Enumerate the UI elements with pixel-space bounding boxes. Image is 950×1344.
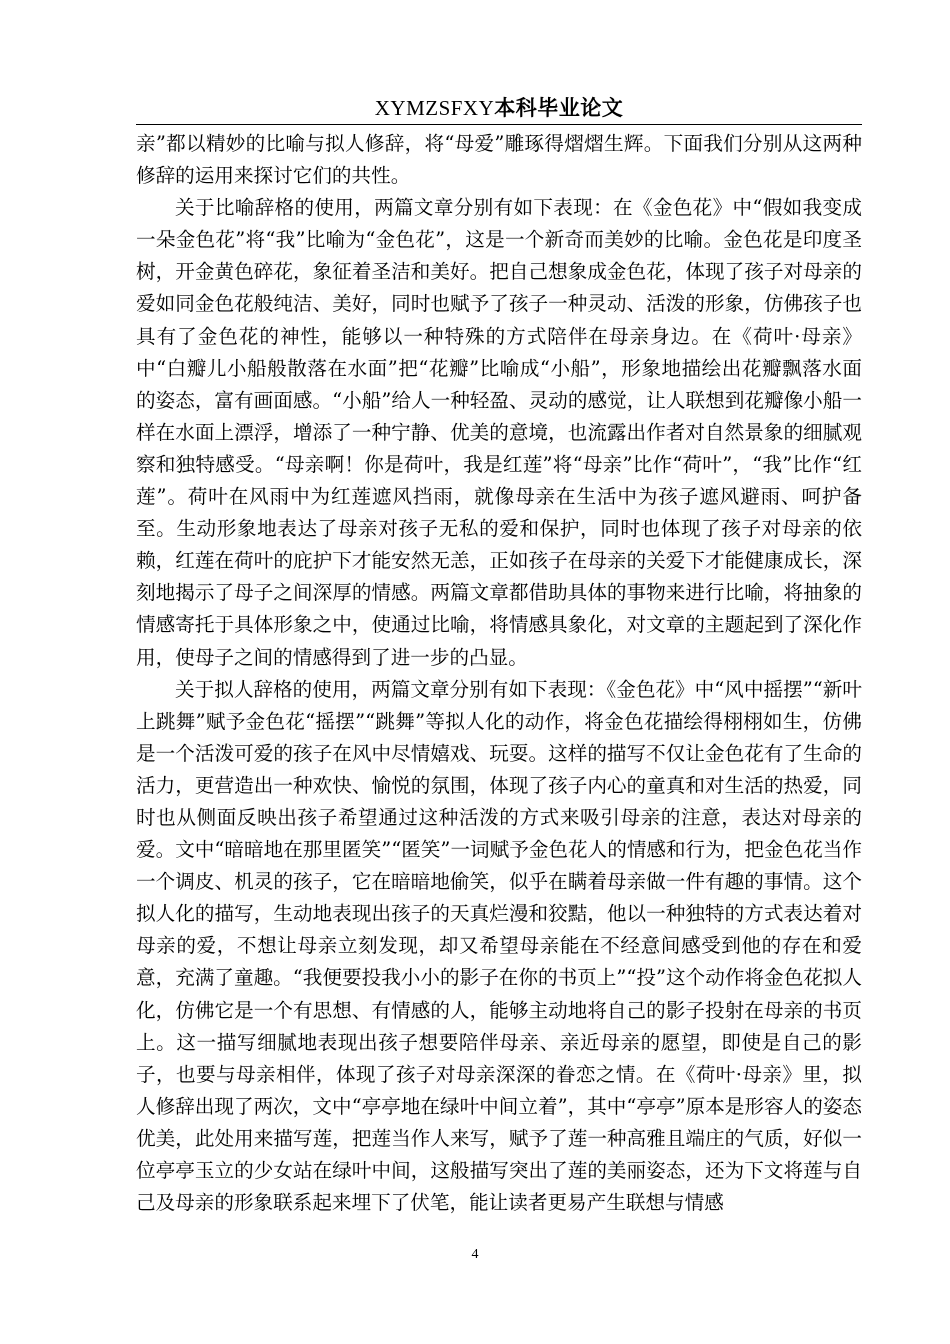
page-header (136, 94, 862, 122)
header-code: XYMZSFXY (374, 96, 495, 120)
body-text (136, 128, 862, 1219)
paragraph-continuation: 亲”都以精妙的比喻与拟人修辞，将“母爱”雕琢得熠熠生辉。下面我们分别从这两种修辞的运用来探讨它们的共性。 (136, 132, 862, 188)
paragraph-metaphor: 关于比喻辞格的使用，两篇文章分别有如下表现：在《金色花》中“假如我变成一朵金色花”将“我”比喻为“金色花”，这是一个新奇而美妙的比喻。金色花是印度圣树，开金黄色碎花，象征着圣洁和美好。把自己想象成金色花，体现了孩子对母亲的爱如同金色花般纯洁、美好，同时也赋予了孩子一种灵动、活泼的形象，仿佛孩子也具有了金色花的神性，能够以一种特殊的方式陪伴在母亲身边。在《荷叶·母亲》中“白瓣儿小船般散落在水面”把“花瓣”比喻成“小船”，形象地描绘出花瓣飘落水面的姿态，富有画面感。“小船”给人一种轻盈、灵动的感觉，让人联想到花瓣像小船一样在水面上漂浮，增添了一种宁静、优美的意境，也流露出作者对自然景象的细腻观察和独特感受。“母亲啊！你是荷叶，我是红莲”将“母亲”比作“荷叶”，“我”比作“红莲”。荷叶在风雨中为红莲遮风挡雨，就像母亲在生活中为孩子遮风避雨、呵护备至。生动形象地表达了母亲对孩子无私的爱和保护，同时也体现了孩子对母亲的依赖，红莲在荷叶的庇护下才能安然无恙，正如孩子在母亲的关爱下才能健康成长，深刻地揭示了母子之间深厚的情感。两篇文章都借助具体的事物来进行比喻，将抽象的情感寄托于具体形象之中，使通过比喻，将情感具象化，对文章的主题起到了深化作用，使母子之间的情感得到了进一步的凸显。 (136, 196, 862, 669)
page-number: 4 (471, 1247, 479, 1262)
header-rule (136, 124, 862, 125)
header-title: 本科毕业论文 (494, 96, 624, 120)
paragraph-personification: 关于拟人辞格的使用，两篇文章分别有如下表现：《金色花》中“风中摇摆”“新叶上跳舞”赋予金色花“摇摆”“跳舞”等拟人化的动作，将金色花描绘得栩栩如生，仿佛是一个活泼可爱的孩子在风中尽情嬉戏、玩耍。这样的描写不仅让金色花有了生命的活力，更营造出一种欢快、愉悦的氛围，体现了孩子内心的童真和对生活的热爱，同时也从侧面反映出孩子希望通过这种活泼的方式来吸引母亲的注意，表达对母亲的爱。文中“暗暗地在那里匿笑”“匿笑”一词赋予金色花人的情感和行为，把金色花当作一个调皮、机灵的孩子，它在暗暗地偷笑，似乎在瞒着母亲做一件有趣的事情。这个拟人化的描写，生动地表现出孩子的天真烂漫和狡黠，他以一种独特的方式表达着对母亲的爱，不想让母亲立刻发现，却又希望母亲能在不经意间感受到他的存在和爱意，充满了童趣。“我便要投我小小的影子在你的书页上”“投”这个动作将金色花拟人化，仿佛它是一个有思想、有情感的人，能够主动地将自己的影子投射在母亲的书页上。这一描写细腻地表现出孩子想要陪伴母亲、亲近母亲的愿望，即使是自己的影子，也要与母亲相伴，体现了孩子对母亲深深的眷恋之情。在《荷叶·母亲》里，拟人修辞出现了两次，文中“亭亭地在绿叶中间立着”，其中“亭亭”原本是形容人的姿态优美，此处用来描写莲，把莲当作人来写，赋予了莲一种高雅且端庄的气质，好似一位亭亭玉立的少女站在绿叶中间，这般描写突出了莲的美丽姿态，还为下文将莲与自己及母亲的形象联系起来埋下了伏笔，能让读者更易产生联想与情感 (136, 677, 862, 1215)
